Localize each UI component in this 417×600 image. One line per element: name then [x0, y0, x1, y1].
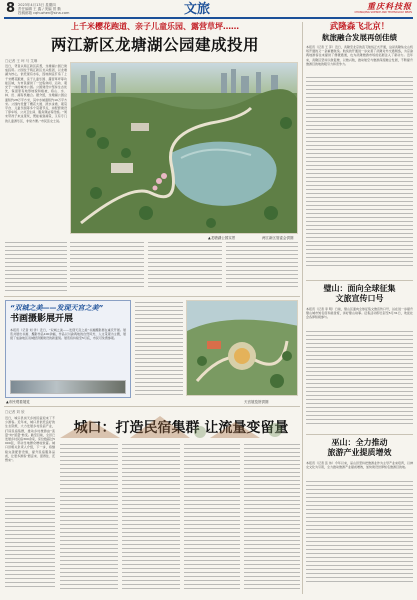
exhibit-photo-caption: ▲市民观看展览 — [6, 400, 30, 404]
bottom-body-col-5 — [244, 444, 300, 590]
exhibit-headline: 书画摄影展开展 — [10, 314, 74, 324]
sidebar-3-subhead: 旅游产业提质增效 — [327, 448, 392, 457]
sidebar-article-3 — [306, 438, 413, 585]
playground-illustration — [187, 301, 298, 396]
editors-line: 责任编辑 王 鑫 / 美编 曾 勤 — [18, 7, 61, 11]
lead-body-col-5 — [226, 242, 298, 290]
lead-byline: □记者 王 珂 马 艾琳 — [5, 59, 38, 63]
lead-body: 近日，笔者从两江新区获悉，龙塘湖公园已建成投用。公园位于两江新区龙兴组团，以龙塘湖为核心，依托现有水系，因地制宜打造了上千米樱花跑道、亲子儿童乐园、露营草坪等功能区域，为市民提供了一处集休闲、运动、观光于一体的城市公园。公园建设中坚持生态优先，保留原有地形地貌和植被，将山、水、林、田、湖有机融合。据介绍，龙塘湖公园总面积约28万平方米，其中水域面积约10万平方米。公园内设置了樱花大道、滨水步道、观景平台、儿童乐园等多个景观节点，并配套建设了停车场、公共卫生间、服务驿站等设施。“周末带孩子来这里玩，既能看到湖景，又有专门的儿童游乐区，非常方便。”市民张女士说。 — [5, 64, 67, 123]
bottom-body-col-1 — [5, 416, 55, 590]
bottom-body: 近日，城口县岚天乡的民宿迎来了不少游客。近年来，城口县依托良好的生态资源，大力发展乡村民宿产业，打造民宿集群，推动乡村旅游由“流量”向“留量”转变。截至目前，全县已发展乡村民宿300余家，床位数超过5000张，带动当地群众增收致富。城口县相关负责人介绍，下一步，将继续完善配套设施，提升民宿服务品质，让更多游客“愿意来、留得住、还想来”。 — [5, 416, 55, 463]
exhibit-kicker: “双城之美——发现天宫之美” — [10, 304, 104, 312]
header-rule — [4, 17, 413, 19]
lead-body-col-4 — [148, 242, 222, 290]
sidebar-3-body: 本报讯（记者 张 伟）今年以来，巫山县坚持把旅游业作为主导产业来培育，以神女文化为引领，全力推动旅游产业提质增效，加快建设世界知名旅游目的地。 — [306, 461, 413, 470]
lead-photo-credit: 两江新区管委会供图 — [262, 236, 294, 240]
sidebar-1-body-lines — [306, 77, 413, 269]
exhibit-photo-credit: 天宫展览馆供图 — [244, 400, 269, 404]
sidebar-2-subhead: 文旅宣传口号 — [335, 294, 384, 303]
sidebar-1-body: 本报讯（记者 王 萍）近日，武隆至北京的直飞航线正式开通，这是武隆仙女山机场开通的又一条重要航线。航线的开通进一步完善了武隆对外交通网络，为京渝两地游客往来提供了便捷通道，也为武隆旅游市场的拓展注入了新动力。近年来，武隆区坚持以航促旅、以旅兴航，推动航空与旅游深度融合发展，不断提升旅游目的地的吸引力和竞争力。 — [306, 45, 413, 66]
divider — [306, 434, 413, 435]
park-aerial-photo — [70, 62, 298, 234]
bottom-body-col-4 — [184, 444, 240, 590]
sidebar-article-2 — [306, 284, 413, 427]
sidebar-2-body: 本报讯（记者 李 明）日前，璧山区面向全球征集文旅宣传口号，旨在进一步提升璧山城市知名度和美誉度，讲好璧山故事。征集活动即日起至5月31日，欢迎社会各界积极参与。 — [306, 307, 413, 320]
sidebar-3-headline: 巫山：全力推动 — [331, 438, 388, 447]
exhibit-photo — [10, 380, 126, 394]
date-line: 2023年4月13日 星期四 — [18, 3, 56, 7]
sidebar-article-1 — [306, 22, 413, 269]
lead-body-col-2 — [5, 242, 67, 294]
page-header — [6, 2, 412, 16]
lead-kicker: 上千米樱花跑道、亲子儿童乐园、露营草坪…… — [71, 22, 239, 31]
sidebar-1-headline: 武隆森飞北京！ — [329, 22, 390, 32]
exhibit-body-col-2 — [135, 302, 183, 398]
sidebar-2-body-lines — [306, 331, 413, 427]
bottom-byline: □记者 刘 欣 — [5, 410, 25, 414]
lead-photo-caption: ▲龙塘湖公园实景 — [208, 236, 236, 240]
lead-body-col-3 — [70, 242, 144, 290]
sidebar-1-subhead: 航旅融合发展再创佳绩 — [322, 33, 397, 42]
logo-english: CHONGQING SCIENCE AND TECHNOLOGY NEWS — [354, 11, 412, 14]
sidebar-3-body-lines — [306, 481, 413, 585]
divider — [4, 406, 300, 407]
village-illustration — [60, 408, 298, 444]
exhibit-body: 本报讯（记者 刘 洋）近日，“双城之美——发现天宫之美”书画摄影展在重庆开展。展览共展出书画、摄影作品100余幅，作品以川渝两地的自然风光、人文景观为主题，展现了成渝地区双城经济圈建设的新面貌。展览将持续至5月底，市民可免费参观。 — [10, 328, 126, 341]
column-divider — [302, 22, 303, 594]
houses-drawing — [60, 408, 298, 444]
lead-headline: 两江新区龙塘湖公园建成投用 — [50, 36, 259, 54]
exhibit-box — [5, 300, 131, 398]
bottom-body-lines — [5, 498, 55, 588]
sidebar-2-headline: 璧山：面向全球征集 — [323, 284, 396, 293]
divider — [4, 296, 300, 297]
divider — [306, 280, 413, 281]
park-playground-photo — [186, 300, 298, 396]
park-aerial-illustration — [71, 63, 298, 234]
bottom-headline: 城口：打造民宿集群 让流量变留量 — [73, 420, 289, 436]
logo-text: 重庆科技报 — [367, 2, 412, 11]
section-title: 文旅 — [184, 1, 211, 16]
contact-line: 投稿邮箱 cqhuzhen@sina.com — [18, 11, 70, 15]
page-number: 8 — [6, 1, 16, 16]
newspaper-logo — [336, 2, 412, 16]
bottom-body-col-2 — [60, 444, 118, 590]
bottom-body-col-3 — [122, 444, 180, 590]
